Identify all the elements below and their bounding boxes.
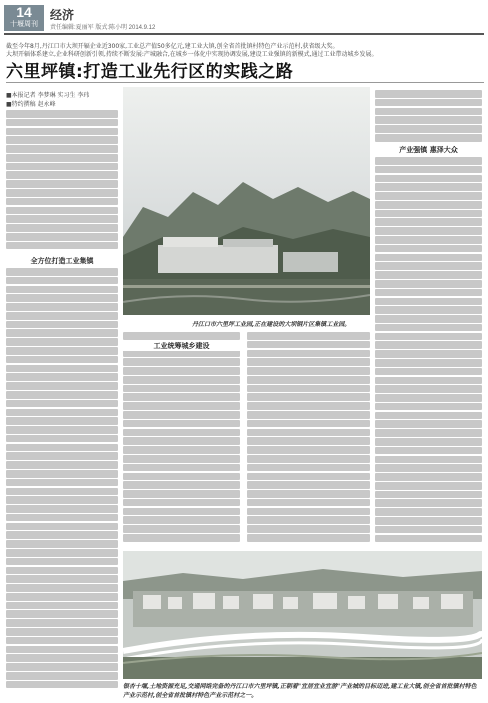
byline-contributor: ■特约撰稿 赵永峰 [6,101,56,108]
page-number: 14 [16,4,32,20]
byline-reporters: ■本报记者 李梦琳 实习生 李玮 [6,92,90,99]
article-column-1a [6,110,118,255]
subhead-1: 全方位打造工业集镇 [30,257,94,265]
deck-line-2: 大坝开辐体系建立,企业科研创新引领,持续不断发展:产城融合,在城乡一体化中实现协调发展,建设工业强镇的新模式,通过工业带动城乡发展。 [6,51,378,58]
headline-divider [6,82,484,83]
photo-caption-2: 银杏十堰,土地资源充足,交通网络完备的丹江口市六里坪镇,正朝着"宜居宜业宜游"产业城的目标迈进,建工业大镇,创全省首批镇村特色产业示范村,创全省首批镇村特色产业示范村之一。 [123,683,477,699]
industrial-park-image [123,87,370,315]
industrial-park-photo [123,87,370,315]
article-column-4b [375,157,482,549]
deck-line-1: 截至今年8月,丹江口市大坝开辐企业近300家,工业总产值50多亿元,建工业大镇,创全省首批镇村特色产业示范村,获省级大奖。 [6,43,339,50]
article-column-2a [123,332,240,550]
town-railway-image [123,551,482,679]
section-title: 经济 [50,8,75,22]
edition-label: 十堰周刊 [10,21,38,28]
headline: 六里坪镇:打造工业先行区的实践之路 [6,62,294,82]
header-divider [4,33,484,35]
editor-credits: 责任编辑:夏丽军 版式:陈小明 2014.9.12 [50,25,156,31]
article-column-1b [6,268,118,693]
subhead-3: 产业强镇 惠泽大众 [399,146,458,154]
town-railway-photo [123,551,482,679]
subhead-2: 工业统筹城乡建设 [123,341,240,351]
photo-caption-1: 丹江口市六里坪工业园,正在建设的大坝钢片区集镇工业园。 [192,321,351,328]
page-number-box [4,5,44,31]
article-column-3a [247,332,370,550]
article-column-4a [375,90,482,144]
